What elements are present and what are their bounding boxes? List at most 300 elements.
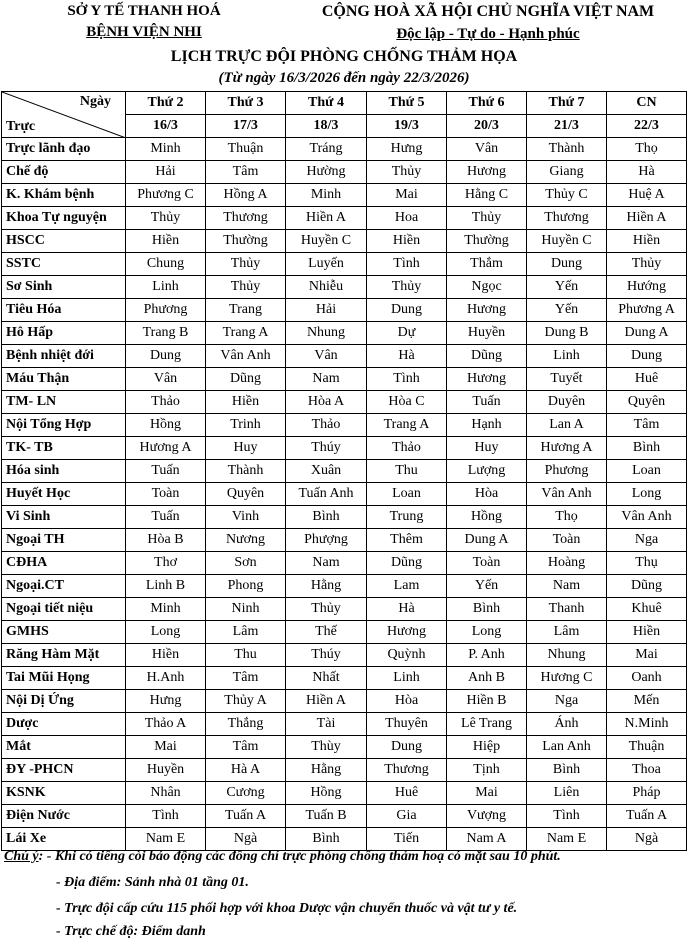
note-line-2: - Địa điểm: Sảnh nhà 01 tầng 01. — [56, 875, 249, 890]
duty-person-cell: Quyên — [607, 391, 687, 414]
duty-person-cell: Dung — [126, 345, 206, 368]
duty-person-cell: Hòa B — [126, 529, 206, 552]
duty-person-cell: Hải — [286, 299, 367, 322]
duty-person-cell: Hiền — [607, 621, 687, 644]
duty-person-cell: Hương — [447, 368, 527, 391]
table-row — [2, 621, 687, 644]
duty-person-cell: Dung — [607, 345, 687, 368]
duty-person-cell: Vân Anh — [607, 506, 687, 529]
duty-person-cell: Tráng — [286, 138, 367, 161]
duty-person-cell: Tâm — [206, 736, 286, 759]
duty-person-cell: Bình — [286, 828, 367, 851]
table-row — [2, 138, 687, 161]
duty-person-cell: Tình — [126, 805, 206, 828]
duty-person-cell: Long — [607, 483, 687, 506]
duty-person-cell: Ánh — [527, 713, 607, 736]
department-name: Huyết Học — [2, 483, 126, 506]
department-name: Lái Xe — [2, 828, 126, 851]
duty-person-cell: Minh — [286, 184, 367, 207]
duty-person-cell: Linh — [367, 667, 447, 690]
duty-person-cell: Hương A — [527, 437, 607, 460]
duty-person-cell: Minh — [126, 138, 206, 161]
duty-person-cell: Gia — [367, 805, 447, 828]
table-row — [2, 713, 687, 736]
day-header-2: Thứ 3 — [206, 92, 286, 115]
duty-person-cell: Nga — [527, 690, 607, 713]
department-name: Trực lãnh đạo — [2, 138, 126, 161]
duty-person-cell: Khuê — [607, 598, 687, 621]
table-row — [2, 230, 687, 253]
duty-person-cell: Nương — [206, 529, 286, 552]
duty-person-cell: Trung — [367, 506, 447, 529]
duty-person-cell: Mai — [607, 644, 687, 667]
duty-person-cell: Lâm — [527, 621, 607, 644]
duty-person-cell: Thuận — [206, 138, 286, 161]
duty-person-cell: Thủy — [607, 253, 687, 276]
day-header-7: CN — [607, 92, 687, 115]
duty-person-cell: Hà — [607, 161, 687, 184]
duty-person-cell: Thủy A — [206, 690, 286, 713]
note-label: Chú ý — [4, 849, 39, 864]
department-name: Dược — [2, 713, 126, 736]
duty-person-cell: Yến — [447, 575, 527, 598]
duty-person-cell: Tâm — [206, 161, 286, 184]
duty-person-cell: Hiệp — [447, 736, 527, 759]
duty-person-cell: Tuấn B — [286, 805, 367, 828]
duty-person-cell: Thùy — [286, 736, 367, 759]
table-row — [2, 368, 687, 391]
duty-person-cell: Hiền — [126, 230, 206, 253]
date-header-1: 16/3 — [126, 115, 206, 138]
duty-person-cell: Hòa A — [286, 391, 367, 414]
duty-person-cell: Loan — [607, 460, 687, 483]
duty-person-cell: Dung — [527, 253, 607, 276]
duty-person-cell: Hồng — [126, 414, 206, 437]
duty-person-cell: Hà — [367, 345, 447, 368]
duty-person-cell: Hiền — [126, 644, 206, 667]
duty-person-cell: Hiền A — [286, 690, 367, 713]
department-name: TM- LN — [2, 391, 126, 414]
duty-person-cell: Thành — [206, 460, 286, 483]
table-row — [2, 529, 687, 552]
duty-person-cell: Nam E — [527, 828, 607, 851]
table-row — [2, 184, 687, 207]
day-header-6: Thứ 7 — [527, 92, 607, 115]
duty-person-cell: Dự — [367, 322, 447, 345]
table-row — [2, 782, 687, 805]
duty-person-cell: Bình — [286, 506, 367, 529]
duty-person-cell: Hường — [286, 161, 367, 184]
duty-person-cell: Hiền — [206, 391, 286, 414]
department-name: CĐHA — [2, 552, 126, 575]
duty-person-cell: Dung A — [607, 322, 687, 345]
duty-person-cell: Hạnh — [447, 414, 527, 437]
department-name: Bệnh nhiệt đới — [2, 345, 126, 368]
table-row — [2, 598, 687, 621]
department-name: SSTC — [2, 253, 126, 276]
duty-person-cell: Thảo — [126, 391, 206, 414]
duty-person-cell: Cương — [206, 782, 286, 805]
duty-person-cell: Huê — [607, 368, 687, 391]
table-row — [2, 552, 687, 575]
duty-person-cell: Hương — [447, 161, 527, 184]
duty-person-cell: Oanh — [607, 667, 687, 690]
duty-person-cell: Hướng — [607, 276, 687, 299]
department-name: Răng Hàm Mặt — [2, 644, 126, 667]
duty-person-cell: Thành — [527, 138, 607, 161]
duty-person-cell: Anh B — [447, 667, 527, 690]
table-row — [2, 414, 687, 437]
duty-person-cell: Mai — [126, 736, 206, 759]
duty-person-cell: Thuyên — [367, 713, 447, 736]
table-row — [2, 253, 687, 276]
duty-person-cell: Hương — [447, 299, 527, 322]
table-row — [2, 345, 687, 368]
duty-person-cell: Phong — [206, 575, 286, 598]
duty-person-cell: Hiền B — [447, 690, 527, 713]
date-header-7: 22/3 — [607, 115, 687, 138]
table-row — [2, 276, 687, 299]
duty-person-cell: Tình — [367, 368, 447, 391]
duty-person-cell: Tuấn — [447, 391, 527, 414]
day-header-4: Thứ 5 — [367, 92, 447, 115]
duty-person-cell: Nam — [286, 368, 367, 391]
duty-person-cell: Dũng — [367, 552, 447, 575]
duty-person-cell: Dung — [367, 736, 447, 759]
duty-person-cell: P. Anh — [447, 644, 527, 667]
department-name: Khoa Tự nguyện — [2, 207, 126, 230]
duty-person-cell: Hiền A — [607, 207, 687, 230]
duty-person-cell: Thủy C — [527, 184, 607, 207]
duty-person-cell: Hương C — [527, 667, 607, 690]
duty-person-cell: Tuyết — [527, 368, 607, 391]
duty-person-cell: Thương — [367, 759, 447, 782]
department-name: Tiêu Hóa — [2, 299, 126, 322]
table-row — [2, 483, 687, 506]
duty-person-cell: Huy — [447, 437, 527, 460]
duty-person-cell: Dũng — [607, 575, 687, 598]
duty-person-cell: Loan — [367, 483, 447, 506]
duty-person-cell: Hiền — [607, 230, 687, 253]
duty-person-cell: Ngà — [206, 828, 286, 851]
duty-person-cell: Vượng — [447, 805, 527, 828]
duty-person-cell: Thủy — [286, 598, 367, 621]
department-name: Ngoại TH — [2, 529, 126, 552]
duty-person-cell: Thơ — [126, 552, 206, 575]
table-row — [2, 736, 687, 759]
duty-person-cell: Lượng — [447, 460, 527, 483]
duty-person-cell: Thu — [206, 644, 286, 667]
department-name: Tai Mũi Họng — [2, 667, 126, 690]
duty-person-cell: Thảo — [367, 437, 447, 460]
duty-person-cell: Huệ A — [607, 184, 687, 207]
note-line-4: - Trực chế độ: Điểm danh — [56, 924, 206, 939]
duty-person-cell: Hà A — [206, 759, 286, 782]
duty-person-cell: Toàn — [527, 529, 607, 552]
department-name: Hô Hấp — [2, 322, 126, 345]
national-motto — [288, 26, 688, 43]
duty-person-cell: Long — [447, 621, 527, 644]
duty-person-cell: Hằng — [286, 575, 367, 598]
department-name: TK- TB — [2, 437, 126, 460]
duty-person-cell: Tâm — [206, 667, 286, 690]
duty-person-cell: Quỳnh — [367, 644, 447, 667]
duty-person-cell: Hiền A — [286, 207, 367, 230]
duty-person-cell: Hằng — [286, 759, 367, 782]
duty-person-cell: Chung — [126, 253, 206, 276]
duty-person-cell: Thúy — [286, 644, 367, 667]
table-row — [2, 437, 687, 460]
duty-person-cell: Trang A — [367, 414, 447, 437]
duty-person-cell: Phương A — [607, 299, 687, 322]
department-name: Vi Sinh — [2, 506, 126, 529]
table-row — [2, 690, 687, 713]
duty-person-cell: Sơn — [206, 552, 286, 575]
duty-person-cell: Minh — [126, 598, 206, 621]
duty-person-cell: Phương C — [126, 184, 206, 207]
agency-name: SỞ Y TẾ THANH HOÁ — [67, 3, 221, 19]
duty-person-cell: Vân Anh — [527, 483, 607, 506]
table-row — [2, 828, 687, 851]
duty-person-cell: Long — [126, 621, 206, 644]
duty-person-cell: Lê Trang — [447, 713, 527, 736]
duty-person-cell: Thọ — [607, 138, 687, 161]
duty-person-cell: Tiến — [367, 828, 447, 851]
department-name: K. Khám bệnh — [2, 184, 126, 207]
day-header-5: Thứ 6 — [447, 92, 527, 115]
department-name: Nội Dị Ứng — [2, 690, 126, 713]
duty-person-cell: Hồng — [286, 782, 367, 805]
duty-person-cell: Linh B — [126, 575, 206, 598]
duty-person-cell: Hương — [367, 621, 447, 644]
duty-person-cell: Linh — [126, 276, 206, 299]
duty-person-cell: Thanh — [527, 598, 607, 621]
duty-person-cell: Vinh — [206, 506, 286, 529]
schedule-title: LỊCH TRỰC ĐỘI PHÒNG CHỐNG THẢM HỌA — [170, 48, 518, 65]
duty-person-cell: Tịnh — [447, 759, 527, 782]
duty-person-cell: Tuấn Anh — [286, 483, 367, 506]
duty-person-cell: Dung A — [447, 529, 527, 552]
duty-person-cell: Bình — [527, 759, 607, 782]
department-name: GMHS — [2, 621, 126, 644]
duty-person-cell: Nam A — [447, 828, 527, 851]
duty-person-cell: Thắng — [206, 713, 286, 736]
duty-person-cell: Dung B — [527, 322, 607, 345]
duty-person-cell: Huê — [367, 782, 447, 805]
duty-person-cell: Hồng A — [206, 184, 286, 207]
day-header-3: Thứ 4 — [286, 92, 367, 115]
date-header-2: 17/3 — [206, 115, 286, 138]
hospital-name — [0, 24, 288, 41]
department-name: Chế độ — [2, 161, 126, 184]
department-name: Mắt — [2, 736, 126, 759]
table-row — [2, 759, 687, 782]
duty-person-cell: Mến — [607, 690, 687, 713]
document-header — [0, 0, 688, 90]
schedule-date-range: (Từ ngày 16/3/2026 đến ngày 22/3/2026) — [218, 70, 470, 86]
duty-person-cell: Vân — [447, 138, 527, 161]
hospital-name-text: BỆNH VIỆN NHI — [86, 24, 202, 40]
duty-person-cell: Thường — [447, 230, 527, 253]
duty-person-cell: Luyến — [286, 253, 367, 276]
duty-person-cell: Huyền — [126, 759, 206, 782]
duty-person-cell: Thủy — [367, 276, 447, 299]
department-name: Hóa sinh — [2, 460, 126, 483]
duty-person-cell: Dũng — [206, 368, 286, 391]
duty-person-cell: Mai — [447, 782, 527, 805]
duty-person-cell: Lan A — [527, 414, 607, 437]
duty-person-cell: Nam — [527, 575, 607, 598]
duty-person-cell: Tình — [367, 253, 447, 276]
duty-person-cell: Nhung — [527, 644, 607, 667]
duty-person-cell: Linh — [527, 345, 607, 368]
duty-person-cell: Hoa — [367, 207, 447, 230]
note-line-3: - Trực đội cấp cứu 115 phối hợp với khoa Dược vận chuyển thuốc và vật tư y tế. — [56, 901, 518, 916]
table-row — [2, 299, 687, 322]
duty-person-cell: Tuấn — [126, 506, 206, 529]
duty-person-cell: Trang A — [206, 322, 286, 345]
duty-person-cell: Nga — [607, 529, 687, 552]
day-header-1: Thứ 2 — [126, 92, 206, 115]
duty-person-cell: Tâm — [607, 414, 687, 437]
duty-person-cell: Thủy — [447, 207, 527, 230]
duty-person-cell: Tuấn — [126, 460, 206, 483]
duty-person-cell: Thủy — [126, 207, 206, 230]
duty-person-cell: Thủy — [206, 253, 286, 276]
duty-person-cell: Thảo A — [126, 713, 206, 736]
department-name: Ngoại.CT — [2, 575, 126, 598]
corner-header-cell — [2, 92, 126, 138]
table-row — [2, 805, 687, 828]
date-header-6: 21/3 — [527, 115, 607, 138]
duty-person-cell: Nam — [286, 552, 367, 575]
note-text-1: : - Khi có tiếng còi báo động các đồng chí trực phòng chống thảm hoạ có mặt sau 10 phút. — [38, 849, 561, 864]
duty-person-cell: Thường — [206, 230, 286, 253]
duty-person-cell: Nhất — [286, 667, 367, 690]
table-row — [2, 644, 687, 667]
duty-person-cell: Trang — [206, 299, 286, 322]
duty-person-cell: Tình — [527, 805, 607, 828]
duty-person-cell: Hưng — [367, 138, 447, 161]
duty-schedule-table — [1, 91, 687, 851]
duty-person-cell: Hằng C — [447, 184, 527, 207]
duty-person-cell: Tuấn A — [206, 805, 286, 828]
duty-person-cell: Quyên — [206, 483, 286, 506]
duty-person-cell: Thọ — [527, 506, 607, 529]
department-name: Sơ Sinh — [2, 276, 126, 299]
duty-person-cell: Yến — [527, 299, 607, 322]
duty-person-cell: Tuấn A — [607, 805, 687, 828]
duty-person-cell: Ngà — [607, 828, 687, 851]
duty-person-cell: Phương — [527, 460, 607, 483]
duty-person-cell: Hưng — [126, 690, 206, 713]
duty-person-cell: Huy — [206, 437, 286, 460]
duty-person-cell: Tài — [286, 713, 367, 736]
duty-person-cell: Duyên — [527, 391, 607, 414]
duty-person-cell: Hòa C — [367, 391, 447, 414]
duty-person-cell: Bình — [447, 598, 527, 621]
duty-person-cell: Lam — [367, 575, 447, 598]
duty-person-cell: Phượng — [286, 529, 367, 552]
duty-person-cell: Trinh — [206, 414, 286, 437]
duty-person-cell: Liên — [527, 782, 607, 805]
duty-person-cell: Thêm — [367, 529, 447, 552]
duty-person-cell: Thảo — [286, 414, 367, 437]
table-row — [2, 207, 687, 230]
national-title: CỘNG HOÀ XÃ HỘI CHỦ NGHĨA VIỆT NAM — [321, 3, 655, 20]
duty-person-cell: Yến — [527, 276, 607, 299]
duty-person-cell: Vân — [126, 368, 206, 391]
corner-label-day: Ngày — [79, 94, 111, 109]
duty-person-cell: Vân — [286, 345, 367, 368]
duty-person-cell: Hiền — [367, 230, 447, 253]
duty-person-cell: Hòa — [367, 690, 447, 713]
duty-person-cell: Hà — [367, 598, 447, 621]
duty-person-cell: Toàn — [126, 483, 206, 506]
date-header-4: 19/3 — [367, 115, 447, 138]
department-name: Nội Tổng Hợp — [2, 414, 126, 437]
duty-person-cell: Nhiễu — [286, 276, 367, 299]
corner-label-duty: Trực — [6, 119, 36, 134]
duty-person-cell: Hòa — [447, 483, 527, 506]
duty-person-cell: Xuân — [286, 460, 367, 483]
duty-person-cell: Nhung — [286, 322, 367, 345]
table-row — [2, 575, 687, 598]
duty-person-cell: Dung — [367, 299, 447, 322]
date-header-3: 18/3 — [286, 115, 367, 138]
duty-person-cell: Thương — [206, 207, 286, 230]
national-motto-text: Độc lập - Tự do - Hạnh phúc — [396, 26, 580, 42]
duty-person-cell: H.Anh — [126, 667, 206, 690]
duty-person-cell: Hải — [126, 161, 206, 184]
duty-person-cell: Lan Anh — [527, 736, 607, 759]
duty-person-cell: Thủy — [367, 161, 447, 184]
duty-person-cell: Mai — [367, 184, 447, 207]
table-row — [2, 667, 687, 690]
duty-person-cell: Pháp — [607, 782, 687, 805]
table-row — [2, 506, 687, 529]
department-name: ĐY -PHCN — [2, 759, 126, 782]
duty-person-cell: Thương — [527, 207, 607, 230]
duty-person-cell: Huyền — [447, 322, 527, 345]
duty-person-cell: Nhân — [126, 782, 206, 805]
table-header-days — [2, 92, 687, 115]
duty-person-cell: Giang — [527, 161, 607, 184]
duty-person-cell: Huyền C — [286, 230, 367, 253]
table-row — [2, 161, 687, 184]
duty-person-cell: Hồng — [447, 506, 527, 529]
duty-person-cell: Ngọc — [447, 276, 527, 299]
note-line-1 — [4, 849, 561, 865]
duty-person-cell: Thế — [286, 621, 367, 644]
duty-person-cell: Thụ — [607, 552, 687, 575]
table-row — [2, 460, 687, 483]
duty-person-cell: Toàn — [447, 552, 527, 575]
duty-person-cell: Nam E — [126, 828, 206, 851]
table-row — [2, 391, 687, 414]
department-name: HSCC — [2, 230, 126, 253]
department-name: Máu Thận — [2, 368, 126, 391]
duty-person-cell: Thủy — [206, 276, 286, 299]
duty-person-cell: Thắm — [447, 253, 527, 276]
duty-person-cell: Bình — [607, 437, 687, 460]
duty-person-cell: Lâm — [206, 621, 286, 644]
duty-person-cell: Thu — [367, 460, 447, 483]
duty-person-cell: N.Minh — [607, 713, 687, 736]
duty-person-cell: Hương A — [126, 437, 206, 460]
duty-person-cell: Huyền C — [527, 230, 607, 253]
duty-person-cell: Dũng — [447, 345, 527, 368]
